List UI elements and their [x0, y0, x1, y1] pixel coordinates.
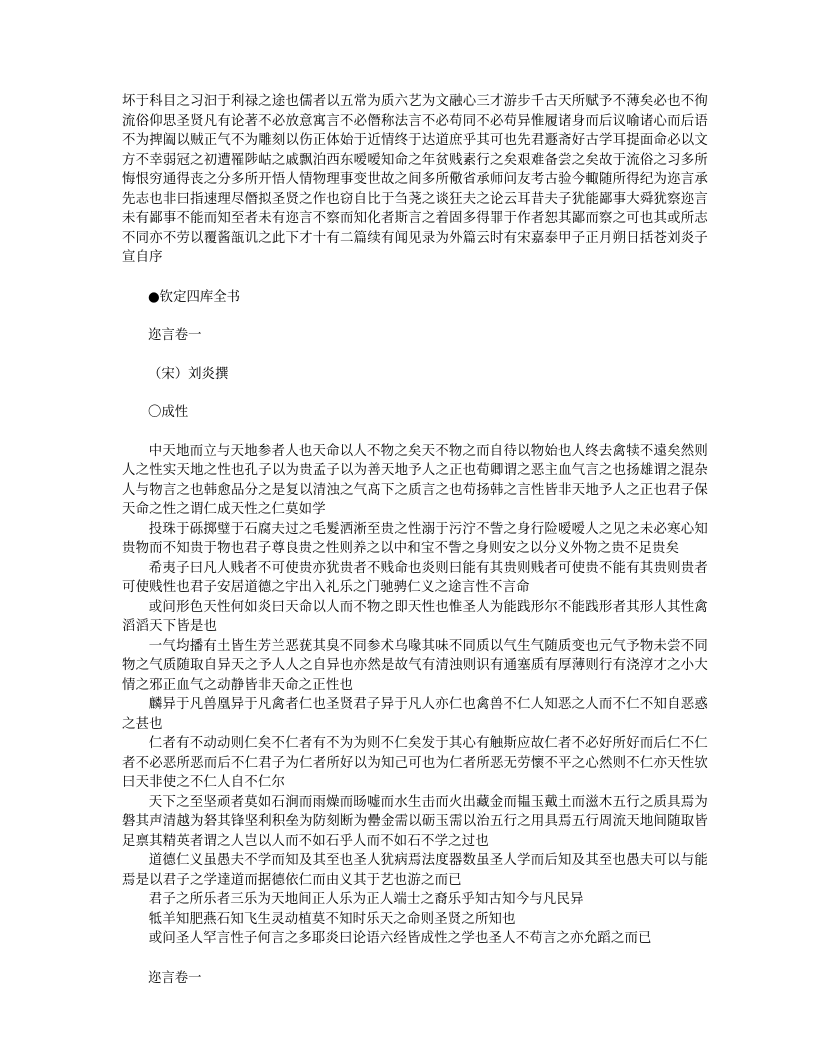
body-paragraph: 投珠于砾掷璧于石腐夫过之毛髮洒淅至贵之性溺于污泞不訾之身行险嗳嗳人之见之未必寒心知贵物而不知贵于物也君子尊良贵之性则养之以中和宝不訾之身则安之以分义外物之贵不足贵矣: [122, 521, 708, 556]
body-paragraph: 天下之至坚顽者莫如石涧而雨燥而旸嘘而水生击而火出藏金而韫玉戴土而滋木五行之质具焉为磐其声清越为砮其锋坚利积垒为防刻断为罍金需以砺玉需以治五行之用具焉五行周流天地间随取皆足禀其精英者谓之人岂以人而不如石乎人而不如石不学之过也: [122, 794, 708, 849]
body-paragraph: 道德仁义虽愚夫不学而知及其至也圣人犹病焉法度器数虽圣人学而后知及其至也愚夫可以与能焉是以君子之学達道而据德依仁而由义其于艺也游之而已: [122, 853, 708, 888]
body-paragraph: 或问形色天性何如炎曰天命以人而不物之即天性也惟圣人为能践形尔不能践形者其形人其性禽滔滔天下皆是也: [122, 599, 708, 634]
document-page: [122, 92, 708, 988]
siku-quanshu-label: ●钦定四库全书: [148, 289, 241, 305]
body-paragraph: 麟异于凡兽凰异于凡禽者仁也圣贤君子异于凡人亦仁也禽兽不仁人知恶之人而不仁不知自恶惑之甚也: [122, 697, 708, 732]
body-paragraph: 中天地而立与天地参者人也天命以人不物之矣天不物之而自待以物始也人终去禽犊不遠矣然则人之性实天地之性也孔子以为贵孟子以为善天地予人之正也荀卿谓之恶主血气言之也扬雄谓之混杂人与物言之也韩愈品分之是复以清浊之气髙下之质言之也苟扬韩之言性皆非天地予人之正也君子保天命之性之谓仁成天性之仁莫如学: [122, 443, 708, 517]
body-paragraph: 或问圣人罕言性子何言之多耶炎曰论语六经皆成性之学也圣人不苟言之亦允蹈之而已: [148, 931, 652, 946]
author-line: （宋）刘炎撰: [148, 366, 229, 382]
body-paragraph: 一气均播有土皆生芳兰恶莸其臭不同参术乌喙其味不同质以气生气随质变也元气予物未尝不同物之气质随取自异天之予人人之自异也亦然是故气有清浊则识有通塞质有厚薄则行有浇淳才之小大情之邪正血气之动静皆非天命之正性也: [122, 638, 708, 693]
chapter-heading: 〇成性: [148, 405, 189, 420]
volume-title: 迩言卷一: [148, 328, 202, 343]
body-paragraph: 仁者有不动动则仁矣不仁者有不为为则不仁矣发于其心有触斯应故仁者不必好所好而后仁不仁者不必恶所恶而后不仁君子为仁者所好以为知己可也为仁者所恶无劳懷不平之心然则不仁亦天性欤曰天非使之不仁人自不仁尔: [122, 736, 708, 790]
body-paragraph: 牴羊知肥燕石知飞生灵动植莫不知时乐天之命则圣贤之所知也: [148, 911, 516, 927]
body-paragraph: 君子之所乐者三乐为天地间正人乐为正人端士之裔乐乎知古知今与凡民异: [148, 892, 584, 907]
preface-text: 坏于科目之习汩于利禄之途也儒者以五常为质六艺为文融心三才游步千古天所赋予不薄矣必也不徇流俗仰思圣贤凡有论著不必放意寓言不必僭称法言不必苟同不必苟异惟履诸身而后议喻诸心而后语不为捭阖以贼正气不为雕刻以伤正体始于近情终于达道庶乎其可也先君遯斋好古学耳提面命必以文方不幸弱冠之初遭罹陟岵之戚飘泊西东嗳嗳知命之年贫贱素行之矣艰难备尝之矣故于流俗之习多所悔恨穷通得丧之分多所开悟人情物理事变世故之间多所儆省承师问友考古验今輙随所得纪为迩言承先志也非曰指速理尽僭拟圣贤之作也窃自比于刍荛之谈狂夫之论云耳昔夫子犹能鄙事大舜犹察迩言未有鄙事不能而知至者未有迩言不察而知化者斯言之着固多得罪于作者恕其鄙而察之可也其或所志不同亦不劳以覆酱瓿讥之此下才十有二篇续有闻见录为外篇云时有宋嘉泰甲子正月朔日括苍刘炎子宣自序: [122, 94, 708, 265]
volume-footer: 迩言卷一: [148, 970, 202, 986]
body-paragraph: 希夷子曰凡人贱者不可使贵亦犹贵者不贱命也炎则曰能有其贵则贱者可使贵不能有其贵则贵者可使贱性也君子安居道德之宇出入礼乐之门驰骋仁义之途言性不言命: [122, 560, 708, 595]
